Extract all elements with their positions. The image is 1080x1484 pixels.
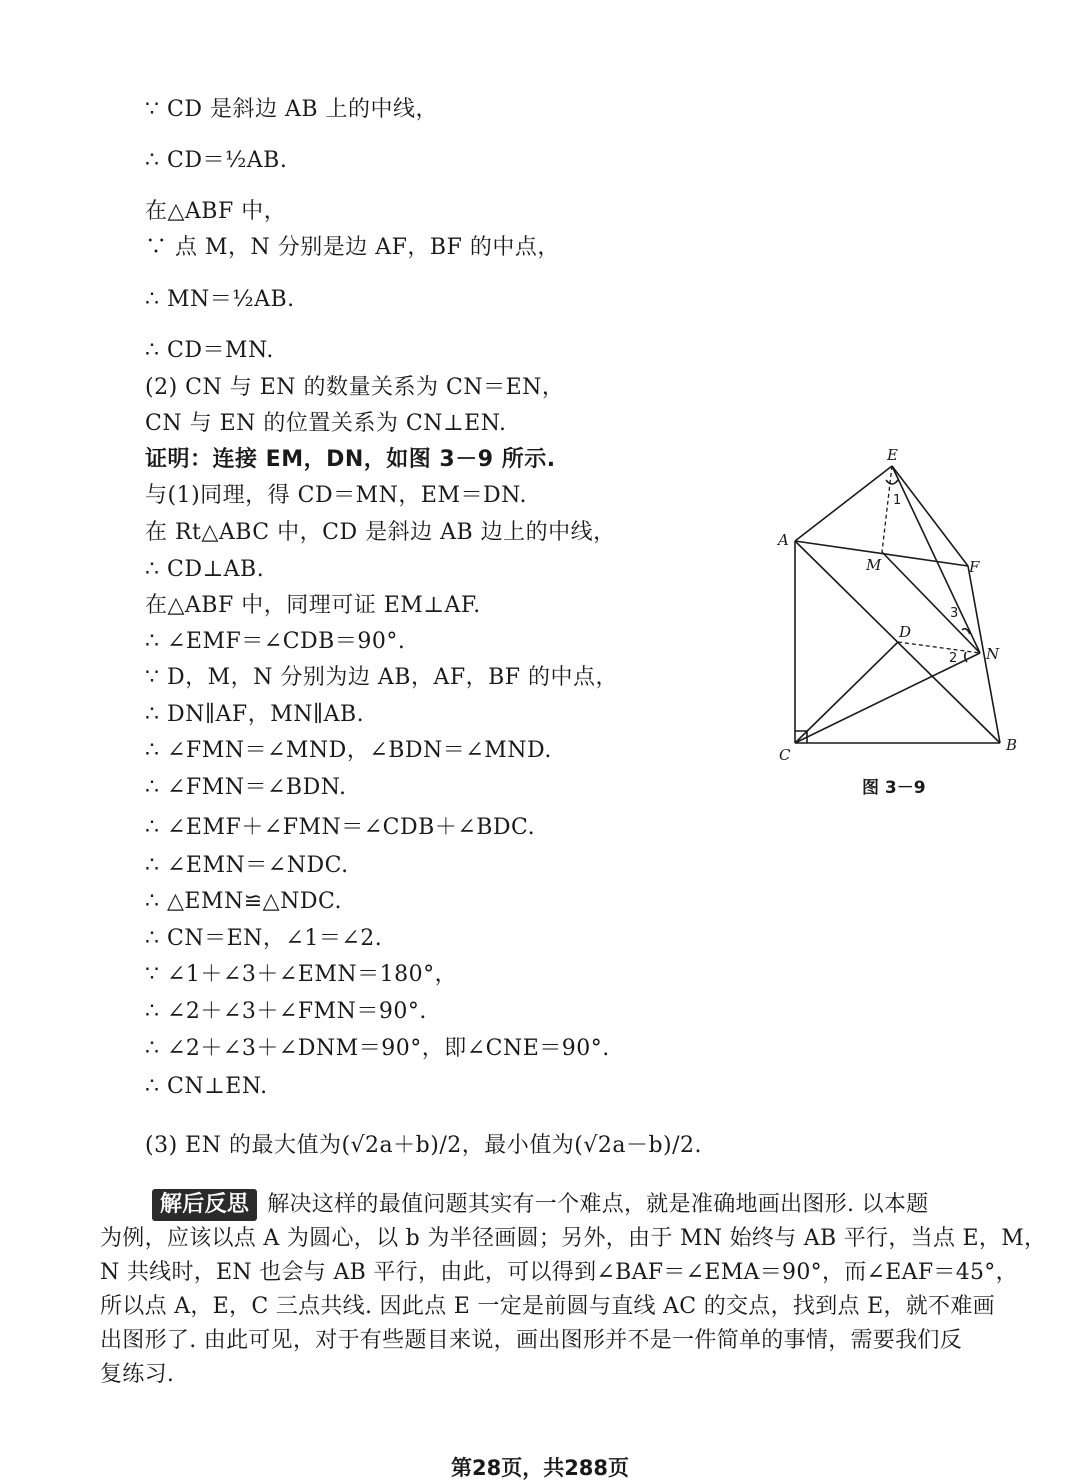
label-N: N xyxy=(986,645,1000,663)
label-E: E xyxy=(887,446,898,464)
proof-line-17: ∴ ∠FMN＝∠MND，∠BDN＝∠MND. xyxy=(145,738,552,763)
figure-caption: 图 3－9 xyxy=(862,778,926,798)
proof-line-1: ∵ CD 是斜边 AB 上的中线， xyxy=(145,97,438,122)
reflection-line-6: 复练习. xyxy=(100,1362,175,1387)
segment-CN xyxy=(795,653,980,743)
reflection-line-1 xyxy=(100,1188,1030,1222)
proof-line-3: 在△ABF 中， xyxy=(145,199,287,224)
proof-line-24: ∴ ∠2＋∠3＋∠FMN＝90°. xyxy=(145,999,427,1024)
proof-line-11: 在 Rt△ABC 中，CD 是斜边 AB 边上的中线， xyxy=(145,520,616,545)
proof-line-2: ∴ CD＝½AB. xyxy=(145,148,288,173)
proof-line-27: (3) EN 的最大值为(√2a＋b)/2，最小值为(√2a－b)/2. xyxy=(145,1133,703,1158)
label-angle-2: 2 xyxy=(949,651,958,666)
segment-AF xyxy=(795,541,968,566)
proof-line-8: CN 与 EN 的位置关系为 CN⊥EN. xyxy=(145,411,507,436)
proof-line-20: ∴ ∠EMN＝∠NDC. xyxy=(145,853,349,878)
proof-line-5: ∴ MN＝½AB. xyxy=(145,287,295,312)
segment-MN xyxy=(882,552,980,653)
proof-line-26: ∴ CN⊥EN. xyxy=(145,1074,268,1099)
reflection-line-5: 出图形了. 由此可见，对于有些题目来说，画出图形并不是一件简单的事情，需要我们反 xyxy=(100,1328,962,1353)
segment-EA xyxy=(795,466,892,541)
reflection-line-2: 为例，应该以点 A 为圆心，以 b 为半径画圆；另外，由于 MN 始终与 AB 平行，当点 E，M， xyxy=(100,1226,1047,1251)
proof-line-6: ∴ CD＝MN. xyxy=(145,338,274,363)
proof-line-25: ∴ ∠2＋∠3＋∠DNM＝90°，即∠CNE＝90°. xyxy=(145,1036,610,1061)
proof-line-18: ∴ ∠FMN＝∠BDN. xyxy=(145,775,347,800)
segment-DN xyxy=(898,642,980,653)
label-B: B xyxy=(1006,736,1018,754)
proof-line-16: ∴ DN∥AF，MN∥AB. xyxy=(145,702,365,727)
proof-line-19: ∴ ∠EMF＋∠FMN＝∠CDB＋∠BDC. xyxy=(145,815,536,840)
proof-line-14: ∴ ∠EMF＝∠CDB＝90°. xyxy=(145,629,406,654)
reflection-line-3: N 共线时，EN 也会与 AB 平行，由此，可以得到∠BAF＝∠EMA＝90°，而∠EAF＝45°， xyxy=(100,1260,1018,1285)
proof-line-9: 证明：连接 EM，DN，如图 3－9 所示. xyxy=(145,447,556,472)
segment-EM xyxy=(882,466,892,552)
proof-line-10: 与(1)同理，得 CD＝MN，EM＝DN. xyxy=(145,483,527,508)
reflection-tag: 解后反思 xyxy=(152,1189,257,1221)
label-angle-3: 3 xyxy=(950,606,959,621)
label-F: F xyxy=(969,558,980,576)
proof-line-21: ∴ △EMN≌△NDC. xyxy=(145,889,343,914)
geometry-figure xyxy=(770,440,1030,770)
reflection-section xyxy=(100,1188,1047,1392)
proof-line-4: ∵ 点 M，N 分别是边 AF，BF 的中点， xyxy=(145,235,560,260)
proof-line-23: ∵ ∠1＋∠3＋∠EMN＝180°， xyxy=(145,962,458,987)
angle-2-arc xyxy=(965,652,967,662)
proof-line-13: 在△ABF 中，同理可证 EM⊥AF. xyxy=(145,593,481,618)
proof-line-12: ∴ CD⊥AB. xyxy=(145,557,265,582)
page-footer: 第28页，共288页 xyxy=(450,1456,630,1480)
reflection-text-1: 解决这样的最值问题其实有一个难点，就是准确地画出图形. 以本题 xyxy=(267,1192,929,1217)
label-M: M xyxy=(866,556,882,574)
segment-EF xyxy=(892,466,968,566)
label-D: D xyxy=(899,623,912,641)
label-C: C xyxy=(779,746,791,764)
proof-line-15: ∵ D，M，N 分别为边 AB，AF，BF 的中点， xyxy=(145,665,619,690)
label-A: A xyxy=(778,531,789,549)
proof-line-22: ∴ CN＝EN，∠1＝∠2. xyxy=(145,926,383,951)
segment-CD xyxy=(795,642,898,743)
proof-line-7: (2) CN 与 EN 的数量关系为 CN＝EN， xyxy=(145,375,565,400)
label-angle-1: 1 xyxy=(893,493,902,508)
angle-1-arc xyxy=(886,480,898,484)
reflection-line-4: 所以点 A，E，C 三点共线. 因此点 E 一定是前圆与直线 AC 的交点，找到点 E，就不难画 xyxy=(100,1294,995,1319)
